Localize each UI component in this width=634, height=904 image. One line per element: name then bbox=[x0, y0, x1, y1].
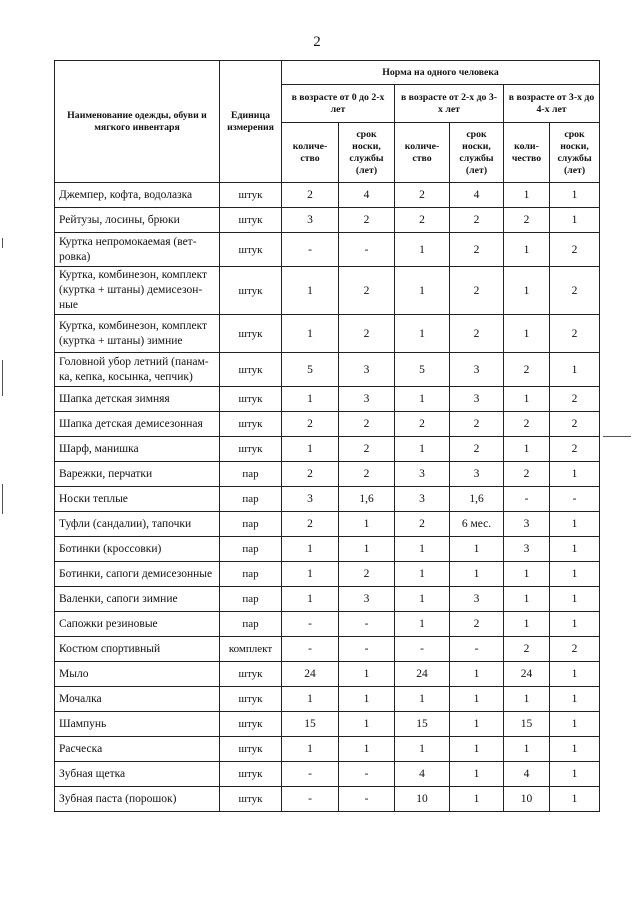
unit-cell: штук bbox=[220, 712, 282, 737]
quantity-cell: 10 bbox=[504, 787, 550, 812]
table-row bbox=[55, 512, 600, 537]
item-name-cell: Мочалка bbox=[55, 687, 220, 712]
wear-period-cell: - bbox=[550, 487, 600, 512]
quantity-cell: 1 bbox=[395, 315, 450, 353]
item-name-cell: Костюм спортивный bbox=[55, 637, 220, 662]
quantity-cell: 15 bbox=[395, 712, 450, 737]
header-item-name: Наименование одежды, обуви и мягкого инвентаря bbox=[55, 61, 220, 183]
wear-period-cell: 1,6 bbox=[450, 487, 504, 512]
header-norm-per-person: Норма на одного человека bbox=[282, 61, 600, 85]
wear-period-cell: 2 bbox=[339, 267, 395, 315]
wear-period-cell: 1 bbox=[450, 712, 504, 737]
table-row bbox=[55, 687, 600, 712]
wear-period-cell: 1 bbox=[339, 512, 395, 537]
quantity-cell: 1 bbox=[395, 562, 450, 587]
item-name-cell: Шампунь bbox=[55, 712, 220, 737]
quantity-cell: 2 bbox=[504, 637, 550, 662]
unit-cell: штук bbox=[220, 315, 282, 353]
wear-period-cell: 2 bbox=[450, 208, 504, 233]
item-name-cell: Шарф, манишка bbox=[55, 437, 220, 462]
wear-period-cell: - bbox=[339, 762, 395, 787]
table-row bbox=[55, 562, 600, 587]
table-row bbox=[55, 762, 600, 787]
wear-period-cell: 1 bbox=[450, 687, 504, 712]
quantity-cell: 15 bbox=[282, 712, 339, 737]
table-row bbox=[55, 737, 600, 762]
unit-cell: штук bbox=[220, 662, 282, 687]
quantity-cell: 2 bbox=[504, 412, 550, 437]
header-wear-period: срок носки, службы (лет) bbox=[550, 123, 600, 183]
wear-period-cell: 1 bbox=[550, 762, 600, 787]
quantity-cell: 1 bbox=[504, 737, 550, 762]
item-name-cell: Куртка непромокаемая (вет-ровка) bbox=[55, 233, 220, 267]
quantity-cell: 3 bbox=[282, 208, 339, 233]
wear-period-cell: 1 bbox=[450, 562, 504, 587]
wear-period-cell: 1 bbox=[450, 787, 504, 812]
wear-period-cell: 2 bbox=[339, 562, 395, 587]
table-row bbox=[55, 315, 600, 353]
wear-period-cell: - bbox=[339, 787, 395, 812]
wear-period-cell: - bbox=[339, 637, 395, 662]
wear-period-cell: 1 bbox=[550, 353, 600, 387]
unit-cell: штук bbox=[220, 353, 282, 387]
quantity-cell: - bbox=[282, 233, 339, 267]
wear-period-cell: - bbox=[339, 233, 395, 267]
unit-cell: штук bbox=[220, 437, 282, 462]
unit-cell: пар bbox=[220, 462, 282, 487]
wear-period-cell: 3 bbox=[450, 353, 504, 387]
unit-cell: штук bbox=[220, 183, 282, 208]
quantity-cell: 1 bbox=[282, 537, 339, 562]
wear-period-cell: 1 bbox=[550, 662, 600, 687]
wear-period-cell: 2 bbox=[339, 462, 395, 487]
wear-period-cell: 1 bbox=[550, 787, 600, 812]
scan-mark bbox=[2, 484, 3, 514]
quantity-cell: 1 bbox=[282, 437, 339, 462]
item-name-cell: Головной убор летний (панам-ка, кепка, косынка, чепчик) bbox=[55, 353, 220, 387]
wear-period-cell: 2 bbox=[550, 437, 600, 462]
unit-cell: штук bbox=[220, 233, 282, 267]
unit-cell: пар bbox=[220, 537, 282, 562]
quantity-cell: 1 bbox=[282, 315, 339, 353]
wear-period-cell: 2 bbox=[450, 233, 504, 267]
wear-period-cell: 1 bbox=[550, 612, 600, 637]
unit-cell: штук bbox=[220, 412, 282, 437]
quantity-cell: 4 bbox=[504, 762, 550, 787]
item-name-cell: Куртка, комбинезон, комплект (куртка + штаны) зимние bbox=[55, 315, 220, 353]
quantity-cell: 1 bbox=[395, 437, 450, 462]
quantity-cell: 4 bbox=[395, 762, 450, 787]
header-wear-period: срок носки, службы (лет) bbox=[339, 123, 395, 183]
wear-period-cell: 1 bbox=[450, 537, 504, 562]
item-name-cell: Зубная щетка bbox=[55, 762, 220, 787]
wear-period-cell: 2 bbox=[550, 387, 600, 412]
wear-period-cell: 2 bbox=[339, 315, 395, 353]
unit-cell: пар bbox=[220, 612, 282, 637]
scan-mark bbox=[2, 360, 3, 396]
wear-period-cell: 3 bbox=[339, 587, 395, 612]
table-row bbox=[55, 787, 600, 812]
quantity-cell: 2 bbox=[282, 512, 339, 537]
wear-period-cell: 2 bbox=[550, 637, 600, 662]
wear-period-cell: 1 bbox=[339, 737, 395, 762]
quantity-cell: 1 bbox=[504, 687, 550, 712]
item-name-cell: Шапка детская демисезонная bbox=[55, 412, 220, 437]
page-number: 2 bbox=[313, 34, 321, 50]
quantity-cell: 24 bbox=[282, 662, 339, 687]
wear-period-cell: 1 bbox=[339, 662, 395, 687]
quantity-cell: 2 bbox=[504, 208, 550, 233]
quantity-cell: 1 bbox=[282, 687, 339, 712]
quantity-cell: 1 bbox=[504, 183, 550, 208]
header-wear-period: срок носки, службы (лет) bbox=[450, 123, 504, 183]
item-name-cell: Сапожки резиновые bbox=[55, 612, 220, 637]
table-row bbox=[55, 437, 600, 462]
quantity-cell: - bbox=[282, 612, 339, 637]
wear-period-cell: 3 bbox=[339, 387, 395, 412]
quantity-cell: 24 bbox=[395, 662, 450, 687]
header-age-3-4: в возрасте от 3-х до 4-х лет bbox=[504, 85, 600, 123]
wear-period-cell: 1 bbox=[339, 712, 395, 737]
item-name-cell: Валенки, сапоги зимние bbox=[55, 587, 220, 612]
unit-cell: пар bbox=[220, 487, 282, 512]
table-row bbox=[55, 183, 600, 208]
quantity-cell: 15 bbox=[504, 712, 550, 737]
wear-period-cell: 2 bbox=[550, 267, 600, 315]
item-name-cell: Джемпер, кофта, водолазка bbox=[55, 183, 220, 208]
quantity-cell: 1 bbox=[395, 233, 450, 267]
quantity-cell: 2 bbox=[282, 412, 339, 437]
table-row bbox=[55, 462, 600, 487]
quantity-cell: 1 bbox=[282, 387, 339, 412]
unit-cell: штук bbox=[220, 387, 282, 412]
unit-cell: пар bbox=[220, 562, 282, 587]
wear-period-cell: 3 bbox=[450, 587, 504, 612]
table-row bbox=[55, 233, 600, 267]
quantity-cell: 3 bbox=[395, 487, 450, 512]
header-quantity: количе-ство bbox=[395, 123, 450, 183]
wear-period-cell: 1 bbox=[550, 687, 600, 712]
quantity-cell: 1 bbox=[395, 737, 450, 762]
quantity-cell: - bbox=[504, 487, 550, 512]
wear-period-cell: 2 bbox=[550, 315, 600, 353]
unit-cell: штук bbox=[220, 762, 282, 787]
item-name-cell: Ботинки, сапоги демисезонные bbox=[55, 562, 220, 587]
wear-period-cell: 2 bbox=[339, 208, 395, 233]
wear-period-cell: 2 bbox=[339, 437, 395, 462]
wear-period-cell: 1 bbox=[550, 562, 600, 587]
header-quantity: количе-ство bbox=[282, 123, 339, 183]
quantity-cell: 3 bbox=[504, 537, 550, 562]
quantity-cell: - bbox=[282, 762, 339, 787]
scan-mark bbox=[2, 238, 3, 248]
quantity-cell: 2 bbox=[282, 462, 339, 487]
item-name-cell: Зубная паста (порошок) bbox=[55, 787, 220, 812]
header-age-2-3: в возрасте от 2-х до 3-х лет bbox=[395, 85, 504, 123]
quantity-cell: 1 bbox=[504, 387, 550, 412]
wear-period-cell: 2 bbox=[450, 267, 504, 315]
unit-cell: пар bbox=[220, 512, 282, 537]
wear-period-cell: - bbox=[450, 637, 504, 662]
wear-period-cell: 1 bbox=[550, 537, 600, 562]
wear-period-cell: 1 bbox=[550, 737, 600, 762]
table-row bbox=[55, 612, 600, 637]
item-name-cell: Носки теплые bbox=[55, 487, 220, 512]
clothing-norms-table bbox=[54, 60, 600, 812]
wear-period-cell: 1 bbox=[550, 512, 600, 537]
wear-period-cell: 6 мес. bbox=[450, 512, 504, 537]
quantity-cell: 1 bbox=[282, 562, 339, 587]
header-age-0-2: в возрасте от 0 до 2-х лет bbox=[282, 85, 395, 123]
quantity-cell: 1 bbox=[504, 267, 550, 315]
wear-period-cell: 1 bbox=[550, 208, 600, 233]
wear-period-cell: 1,6 bbox=[339, 487, 395, 512]
wear-period-cell: 2 bbox=[450, 412, 504, 437]
wear-period-cell: 2 bbox=[450, 437, 504, 462]
wear-period-cell: 1 bbox=[450, 737, 504, 762]
quantity-cell: 2 bbox=[395, 208, 450, 233]
item-name-cell: Мыло bbox=[55, 662, 220, 687]
item-name-cell: Шапка детская зимняя bbox=[55, 387, 220, 412]
quantity-cell: 1 bbox=[395, 612, 450, 637]
quantity-cell: - bbox=[282, 787, 339, 812]
wear-period-cell: 1 bbox=[550, 712, 600, 737]
quantity-cell: 3 bbox=[395, 462, 450, 487]
wear-period-cell: 1 bbox=[550, 183, 600, 208]
item-name-cell: Туфли (сандалии), тапочки bbox=[55, 512, 220, 537]
unit-cell: штук bbox=[220, 267, 282, 315]
quantity-cell: 1 bbox=[395, 387, 450, 412]
wear-period-cell: 2 bbox=[339, 412, 395, 437]
quantity-cell: 1 bbox=[504, 562, 550, 587]
quantity-cell: - bbox=[282, 637, 339, 662]
quantity-cell: 24 bbox=[504, 662, 550, 687]
item-name-cell: Рейтузы, лосины, брюки bbox=[55, 208, 220, 233]
wear-period-cell: 1 bbox=[550, 587, 600, 612]
unit-cell: комплект bbox=[220, 637, 282, 662]
quantity-cell: 1 bbox=[395, 537, 450, 562]
table-row bbox=[55, 537, 600, 562]
quantity-cell: 2 bbox=[504, 462, 550, 487]
header-quantity: коли-чество bbox=[504, 123, 550, 183]
table-row bbox=[55, 387, 600, 412]
quantity-cell: 1 bbox=[504, 315, 550, 353]
quantity-cell: 2 bbox=[504, 353, 550, 387]
scan-mark bbox=[603, 436, 631, 437]
wear-period-cell: 1 bbox=[450, 662, 504, 687]
quantity-cell: 1 bbox=[395, 587, 450, 612]
wear-period-cell: 1 bbox=[550, 462, 600, 487]
wear-period-cell: 1 bbox=[339, 687, 395, 712]
wear-period-cell: 2 bbox=[450, 315, 504, 353]
wear-period-cell: 4 bbox=[339, 183, 395, 208]
item-name-cell: Расческа bbox=[55, 737, 220, 762]
wear-period-cell: 4 bbox=[450, 183, 504, 208]
quantity-cell: 2 bbox=[395, 183, 450, 208]
wear-period-cell: 1 bbox=[339, 537, 395, 562]
quantity-cell: 1 bbox=[395, 267, 450, 315]
quantity-cell: 1 bbox=[282, 587, 339, 612]
quantity-cell: 10 bbox=[395, 787, 450, 812]
quantity-cell: 5 bbox=[395, 353, 450, 387]
table-row bbox=[55, 637, 600, 662]
table-row bbox=[55, 412, 600, 437]
wear-period-cell: - bbox=[339, 612, 395, 637]
table-row bbox=[55, 662, 600, 687]
quantity-cell: - bbox=[395, 637, 450, 662]
wear-period-cell: 1 bbox=[450, 762, 504, 787]
unit-cell: пар bbox=[220, 587, 282, 612]
item-name-cell: Ботинки (кроссовки) bbox=[55, 537, 220, 562]
quantity-cell: 1 bbox=[504, 437, 550, 462]
quantity-cell: 1 bbox=[282, 267, 339, 315]
table-row bbox=[55, 267, 600, 315]
table-row bbox=[55, 712, 600, 737]
wear-period-cell: 3 bbox=[450, 387, 504, 412]
wear-period-cell: 2 bbox=[550, 233, 600, 267]
quantity-cell: 2 bbox=[395, 512, 450, 537]
quantity-cell: 1 bbox=[504, 587, 550, 612]
table-row bbox=[55, 353, 600, 387]
wear-period-cell: 3 bbox=[450, 462, 504, 487]
wear-period-cell: 2 bbox=[450, 612, 504, 637]
table-row bbox=[55, 487, 600, 512]
wear-period-cell: 3 bbox=[339, 353, 395, 387]
quantity-cell: 3 bbox=[282, 487, 339, 512]
quantity-cell: 1 bbox=[282, 737, 339, 762]
wear-period-cell: 2 bbox=[550, 412, 600, 437]
quantity-cell: 1 bbox=[395, 687, 450, 712]
unit-cell: штук bbox=[220, 687, 282, 712]
unit-cell: штук bbox=[220, 737, 282, 762]
item-name-cell: Куртка, комбинезон, комплект (куртка + штаны) демисезон-ные bbox=[55, 267, 220, 315]
quantity-cell: 2 bbox=[282, 183, 339, 208]
unit-cell: штук bbox=[220, 208, 282, 233]
table-row bbox=[55, 587, 600, 612]
quantity-cell: 1 bbox=[504, 612, 550, 637]
quantity-cell: 1 bbox=[504, 233, 550, 267]
unit-cell: штук bbox=[220, 787, 282, 812]
item-name-cell: Варежки, перчатки bbox=[55, 462, 220, 487]
quantity-cell: 5 bbox=[282, 353, 339, 387]
table-row bbox=[55, 208, 600, 233]
quantity-cell: 2 bbox=[395, 412, 450, 437]
quantity-cell: 3 bbox=[504, 512, 550, 537]
header-unit: Единица измерения bbox=[220, 61, 282, 183]
